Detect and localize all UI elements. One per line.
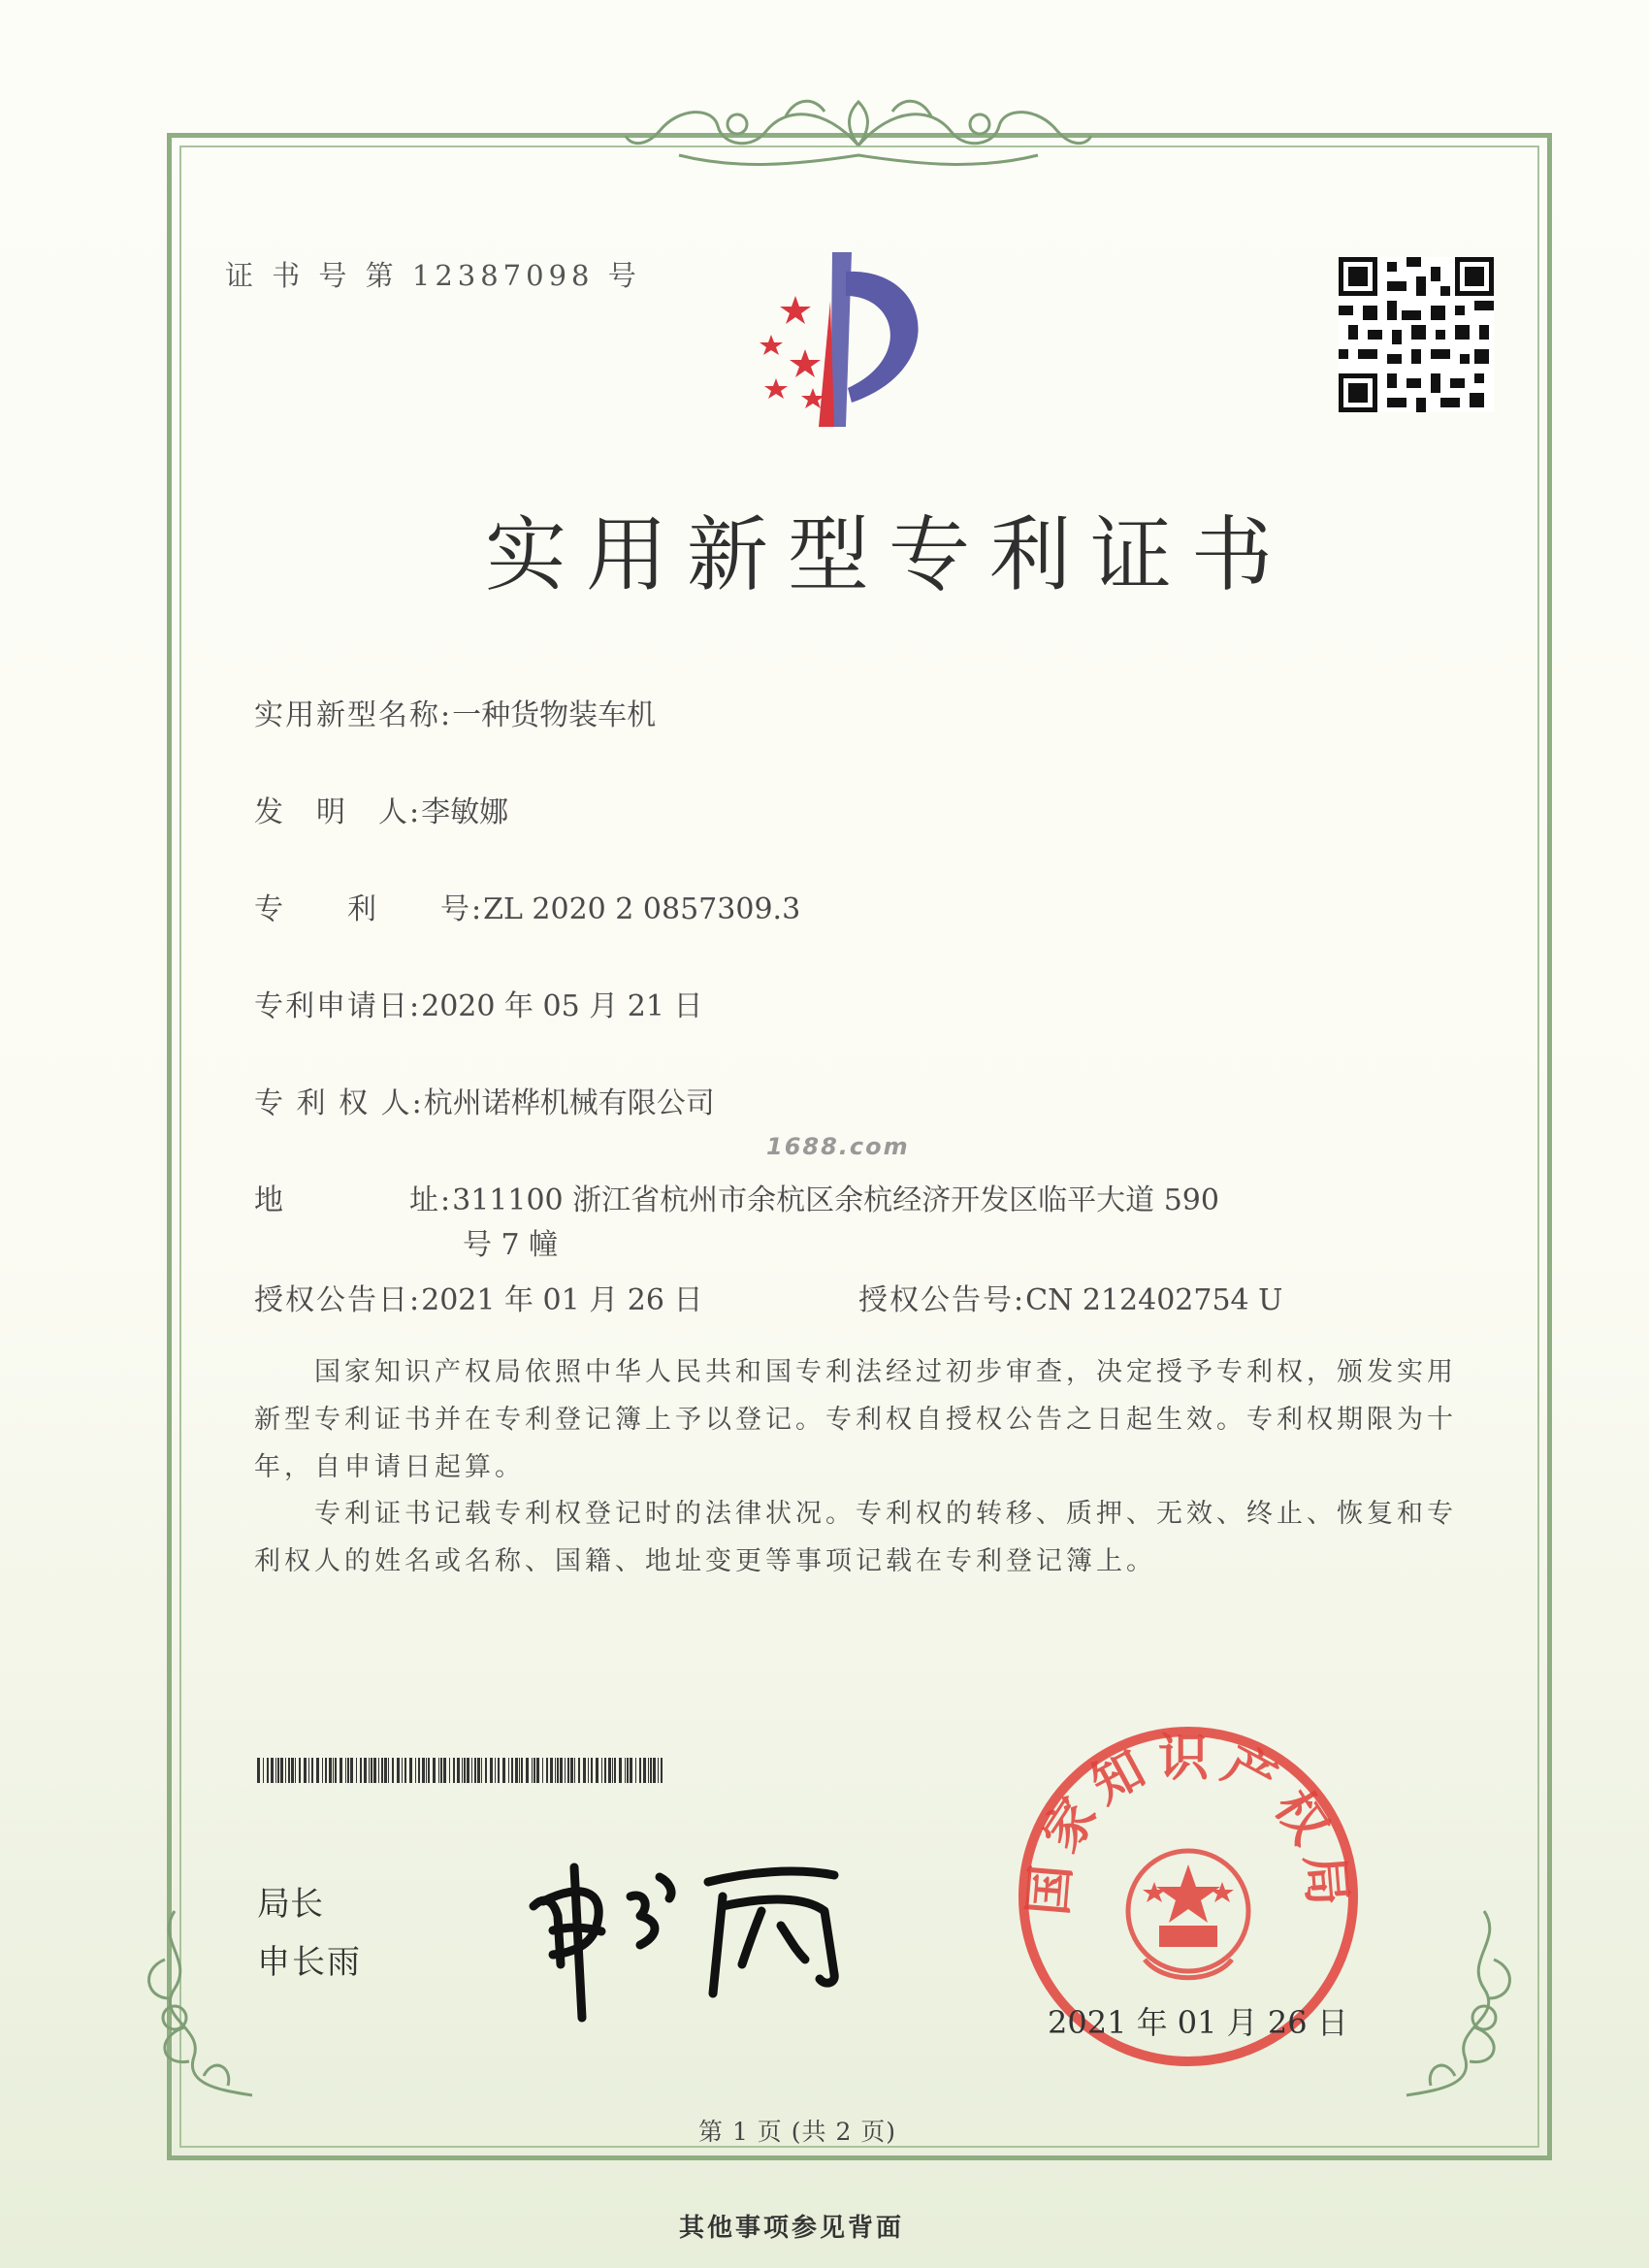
field-value: ZL 2020 2 0857309.3 [483,892,801,926]
field-label: 专 利 权 人: [254,1086,424,1120]
field-address [254,1176,1219,1218]
field-label: 地 址: [254,1183,453,1217]
body-line: 利权人的姓名或名称、国籍、地址变更等事项记载在专利登记簿上。 [254,1546,1156,1576]
field-value: 杭州诺桦机械有限公司 [423,1086,715,1120]
corner-ornament-right-icon [1397,1901,1523,2105]
field-label: 专利申请日: [254,989,422,1023]
see-back-note: 其他事项参见背面 [679,2214,905,2243]
field-filing-date [254,982,703,1024]
field-inventor [254,788,508,830]
seal-text: 国家知识产权局 [1019,1730,1357,1918]
body-line: 专利证书记载专利权登记时的法律状况。专利权的转移、质押、无效、终止、恢复和专 [314,1499,1457,1529]
body-line: 年，自申请日起算。 [254,1452,525,1482]
director-title: 局长 [257,1885,323,1924]
field-value: 2021 年 01 月 26 日 [421,1283,703,1317]
field-patent-number [254,885,800,927]
seal-date: 2021 年 01 月 26 日 [1048,2004,1348,2041]
barcode-icon [257,1758,664,1783]
field-address-line2: 号 7 幢 [463,1228,559,1262]
field-patentee [254,1079,715,1121]
page-number: 第 1 页 (共 2 页) [698,2118,897,2146]
body-paragraph-1 [254,1348,1457,1491]
watermark: 1688.com [766,1133,910,1160]
field-label: 授权公告号: [858,1283,1026,1317]
body-line: 国家知识产权局依照中华人民共和国专利法经过初步审查，决定授予专利权，颁发实用 [314,1357,1457,1387]
qr-code-icon [1339,257,1494,412]
field-label: 专 利 号: [254,892,484,926]
top-ornament-icon [621,87,1096,175]
field-value: 2020 年 05 月 21 日 [421,989,703,1023]
corner-ornament-left-icon [136,1901,262,2105]
field-utility-model-name [254,691,656,733]
body-line: 新型专利证书并在专利登记簿上予以登记。专利权自授权公告之日起生效。专利权期限为十 [254,1405,1457,1435]
director-name: 申长雨 [257,1943,362,1982]
field-value: CN 212402754 U [1025,1283,1283,1317]
field-value: 311100 浙江省杭州市余杭区余杭经济开发区临平大道 590 [452,1183,1219,1217]
body-paragraph-2 [254,1490,1457,1585]
field-label: 授权公告日: [254,1283,422,1317]
certificate-title: 实用新型专利证书 [485,507,1293,602]
field-value: 李敏娜 [421,795,509,829]
cnipa-emblem-icon [737,243,989,437]
field-label: 发 明 人: [254,795,422,829]
field-label: 实用新型名称: [254,698,453,732]
handwritten-signature-icon [514,1838,863,2023]
field-grant-date [254,1276,703,1318]
certificate-number: 证 书 号 第 12387098 号 [225,259,641,292]
field-value: 一种货物装车机 [452,698,657,732]
field-grant-number [858,1276,1282,1318]
